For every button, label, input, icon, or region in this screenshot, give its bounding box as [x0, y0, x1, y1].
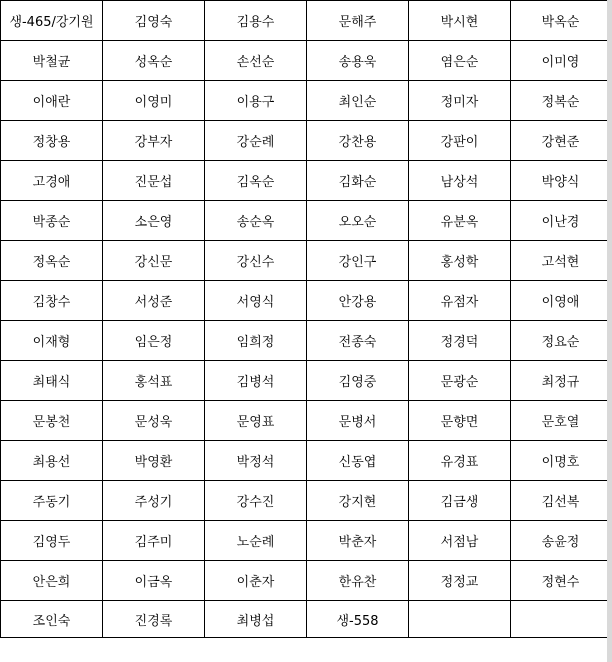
- table-cell[interactable]: 정요순: [511, 321, 611, 361]
- table-row: [1, 481, 611, 521]
- table-cell[interactable]: 강찬용: [307, 121, 409, 161]
- table-cell[interactable]: 강지현: [307, 481, 409, 521]
- table-cell[interactable]: 전종숙: [307, 321, 409, 361]
- table-cell[interactable]: 이영미: [103, 81, 205, 121]
- table-cell[interactable]: 최인순: [307, 81, 409, 121]
- table-cell[interactable]: 노순례: [205, 521, 307, 561]
- table-row: [1, 121, 611, 161]
- table-cell[interactable]: 주동기: [1, 481, 103, 521]
- table-cell[interactable]: 이재형: [1, 321, 103, 361]
- table-cell[interactable]: 임희정: [205, 321, 307, 361]
- table-cell[interactable]: 이명호: [511, 441, 611, 481]
- table-row: [1, 41, 611, 81]
- table-cell[interactable]: 김금생: [409, 481, 511, 521]
- table-cell[interactable]: 강현준: [511, 121, 611, 161]
- table-cell[interactable]: 김영두: [1, 521, 103, 561]
- table-cell[interactable]: 문광순: [409, 361, 511, 401]
- table-cell[interactable]: 박종순: [1, 201, 103, 241]
- table-cell[interactable]: 이애란: [1, 81, 103, 121]
- table-cell[interactable]: 서영식: [205, 281, 307, 321]
- table-cell[interactable]: 문봉천: [1, 401, 103, 441]
- table-row: [1, 601, 611, 638]
- table-cell[interactable]: 문호열: [511, 401, 611, 441]
- table-cell[interactable]: 문향면: [409, 401, 511, 441]
- table-cell[interactable]: 박시현: [409, 1, 511, 41]
- table-cell[interactable]: 정정교: [409, 561, 511, 601]
- table-cell[interactable]: 남상석: [409, 161, 511, 201]
- table-cell[interactable]: 생-558: [307, 601, 409, 638]
- table-cell[interactable]: 박정석: [205, 441, 307, 481]
- table-cell[interactable]: 소은영: [103, 201, 205, 241]
- table-cell[interactable]: 송용욱: [307, 41, 409, 81]
- table-row: [1, 361, 611, 401]
- table-cell[interactable]: 정미자: [409, 81, 511, 121]
- table-cell[interactable]: 홍석표: [103, 361, 205, 401]
- table-row: [1, 241, 611, 281]
- table-cell[interactable]: 김창수: [1, 281, 103, 321]
- table-cell[interactable]: 김선복: [511, 481, 611, 521]
- table-cell[interactable]: 김옥순: [205, 161, 307, 201]
- table-cell[interactable]: 이금옥: [103, 561, 205, 601]
- table-row: [1, 321, 611, 361]
- table-cell[interactable]: 염은순: [409, 41, 511, 81]
- table-cell[interactable]: 최용선: [1, 441, 103, 481]
- table-cell[interactable]: 박철균: [1, 41, 103, 81]
- table-cell[interactable]: 정옥순: [1, 241, 103, 281]
- table-cell[interactable]: 문병서: [307, 401, 409, 441]
- table-cell[interactable]: 정경덕: [409, 321, 511, 361]
- table-cell[interactable]: 유점자: [409, 281, 511, 321]
- table-cell[interactable]: 안강용: [307, 281, 409, 321]
- table-cell[interactable]: 김병석: [205, 361, 307, 401]
- table-cell[interactable]: 강신수: [205, 241, 307, 281]
- table-cell[interactable]: 강인구: [307, 241, 409, 281]
- table-cell[interactable]: 서점남: [409, 521, 511, 561]
- table-row: [1, 281, 611, 321]
- table-cell[interactable]: 강부자: [103, 121, 205, 161]
- table-cell[interactable]: 고석현: [511, 241, 611, 281]
- table-cell[interactable]: 고경애: [1, 161, 103, 201]
- table-cell[interactable]: 김영중: [307, 361, 409, 401]
- table-row: [1, 561, 611, 601]
- table-cell[interactable]: 한유찬: [307, 561, 409, 601]
- table-row: [1, 401, 611, 441]
- table-cell[interactable]: 진문섭: [103, 161, 205, 201]
- table-cell[interactable]: 조인숙: [1, 601, 103, 638]
- table-cell[interactable]: 박옥순: [511, 1, 611, 41]
- table-cell[interactable]: 손선순: [205, 41, 307, 81]
- table-cell[interactable]: 최태식: [1, 361, 103, 401]
- table-cell[interactable]: 박춘자: [307, 521, 409, 561]
- table-cell[interactable]: 박영환: [103, 441, 205, 481]
- table-cell[interactable]: 강판이: [409, 121, 511, 161]
- table-row: [1, 201, 611, 241]
- table-cell[interactable]: 문영표: [205, 401, 307, 441]
- table-cell[interactable]: 홍성학: [409, 241, 511, 281]
- table-cell[interactable]: 송윤정: [511, 521, 611, 561]
- table-cell[interactable]: 김화순: [307, 161, 409, 201]
- table-cell[interactable]: 문해주: [307, 1, 409, 41]
- table-row: [1, 161, 611, 201]
- table-cell[interactable]: 박양식: [511, 161, 611, 201]
- table-cell[interactable]: 정창용: [1, 121, 103, 161]
- table-cell[interactable]: 서성준: [103, 281, 205, 321]
- table-cell[interactable]: 유분옥: [409, 201, 511, 241]
- table-cell[interactable]: 유경표: [409, 441, 511, 481]
- table-cell[interactable]: 오오순: [307, 201, 409, 241]
- table-cell[interactable]: 김영숙: [103, 1, 205, 41]
- table-row: [1, 81, 611, 121]
- name-table-body: [1, 1, 611, 638]
- table-row: [1, 521, 611, 561]
- table-cell[interactable]: 김용수: [205, 1, 307, 41]
- table-cell[interactable]: 최정규: [511, 361, 611, 401]
- table-cell[interactable]: 송순옥: [205, 201, 307, 241]
- table-cell[interactable]: 문성욱: [103, 401, 205, 441]
- table-cell[interactable]: [511, 601, 611, 638]
- window-right-edge: [607, 0, 612, 662]
- table-cell[interactable]: 정복순: [511, 81, 611, 121]
- table-row: [1, 1, 611, 41]
- table-cell[interactable]: 김주미: [103, 521, 205, 561]
- table-cell[interactable]: 안은희: [1, 561, 103, 601]
- table-cell[interactable]: 성옥순: [103, 41, 205, 81]
- table-cell[interactable]: 생-465/강기원: [1, 1, 103, 41]
- table-cell[interactable]: 이미영: [511, 41, 611, 81]
- table-cell[interactable]: 강수진: [205, 481, 307, 521]
- table-cell[interactable]: 진경록: [103, 601, 205, 638]
- table-cell[interactable]: 이영애: [511, 281, 611, 321]
- table-cell[interactable]: 신동엽: [307, 441, 409, 481]
- table-cell[interactable]: 임은정: [103, 321, 205, 361]
- table-cell[interactable]: 이난경: [511, 201, 611, 241]
- table-cell[interactable]: 이춘자: [205, 561, 307, 601]
- table-cell[interactable]: 최병섭: [205, 601, 307, 638]
- table-cell[interactable]: 이용구: [205, 81, 307, 121]
- table-cell[interactable]: 강순례: [205, 121, 307, 161]
- table-cell[interactable]: 주성기: [103, 481, 205, 521]
- table-row: [1, 441, 611, 481]
- table-cell[interactable]: [409, 601, 511, 638]
- table-cell[interactable]: 강신문: [103, 241, 205, 281]
- table-cell[interactable]: 정현수: [511, 561, 611, 601]
